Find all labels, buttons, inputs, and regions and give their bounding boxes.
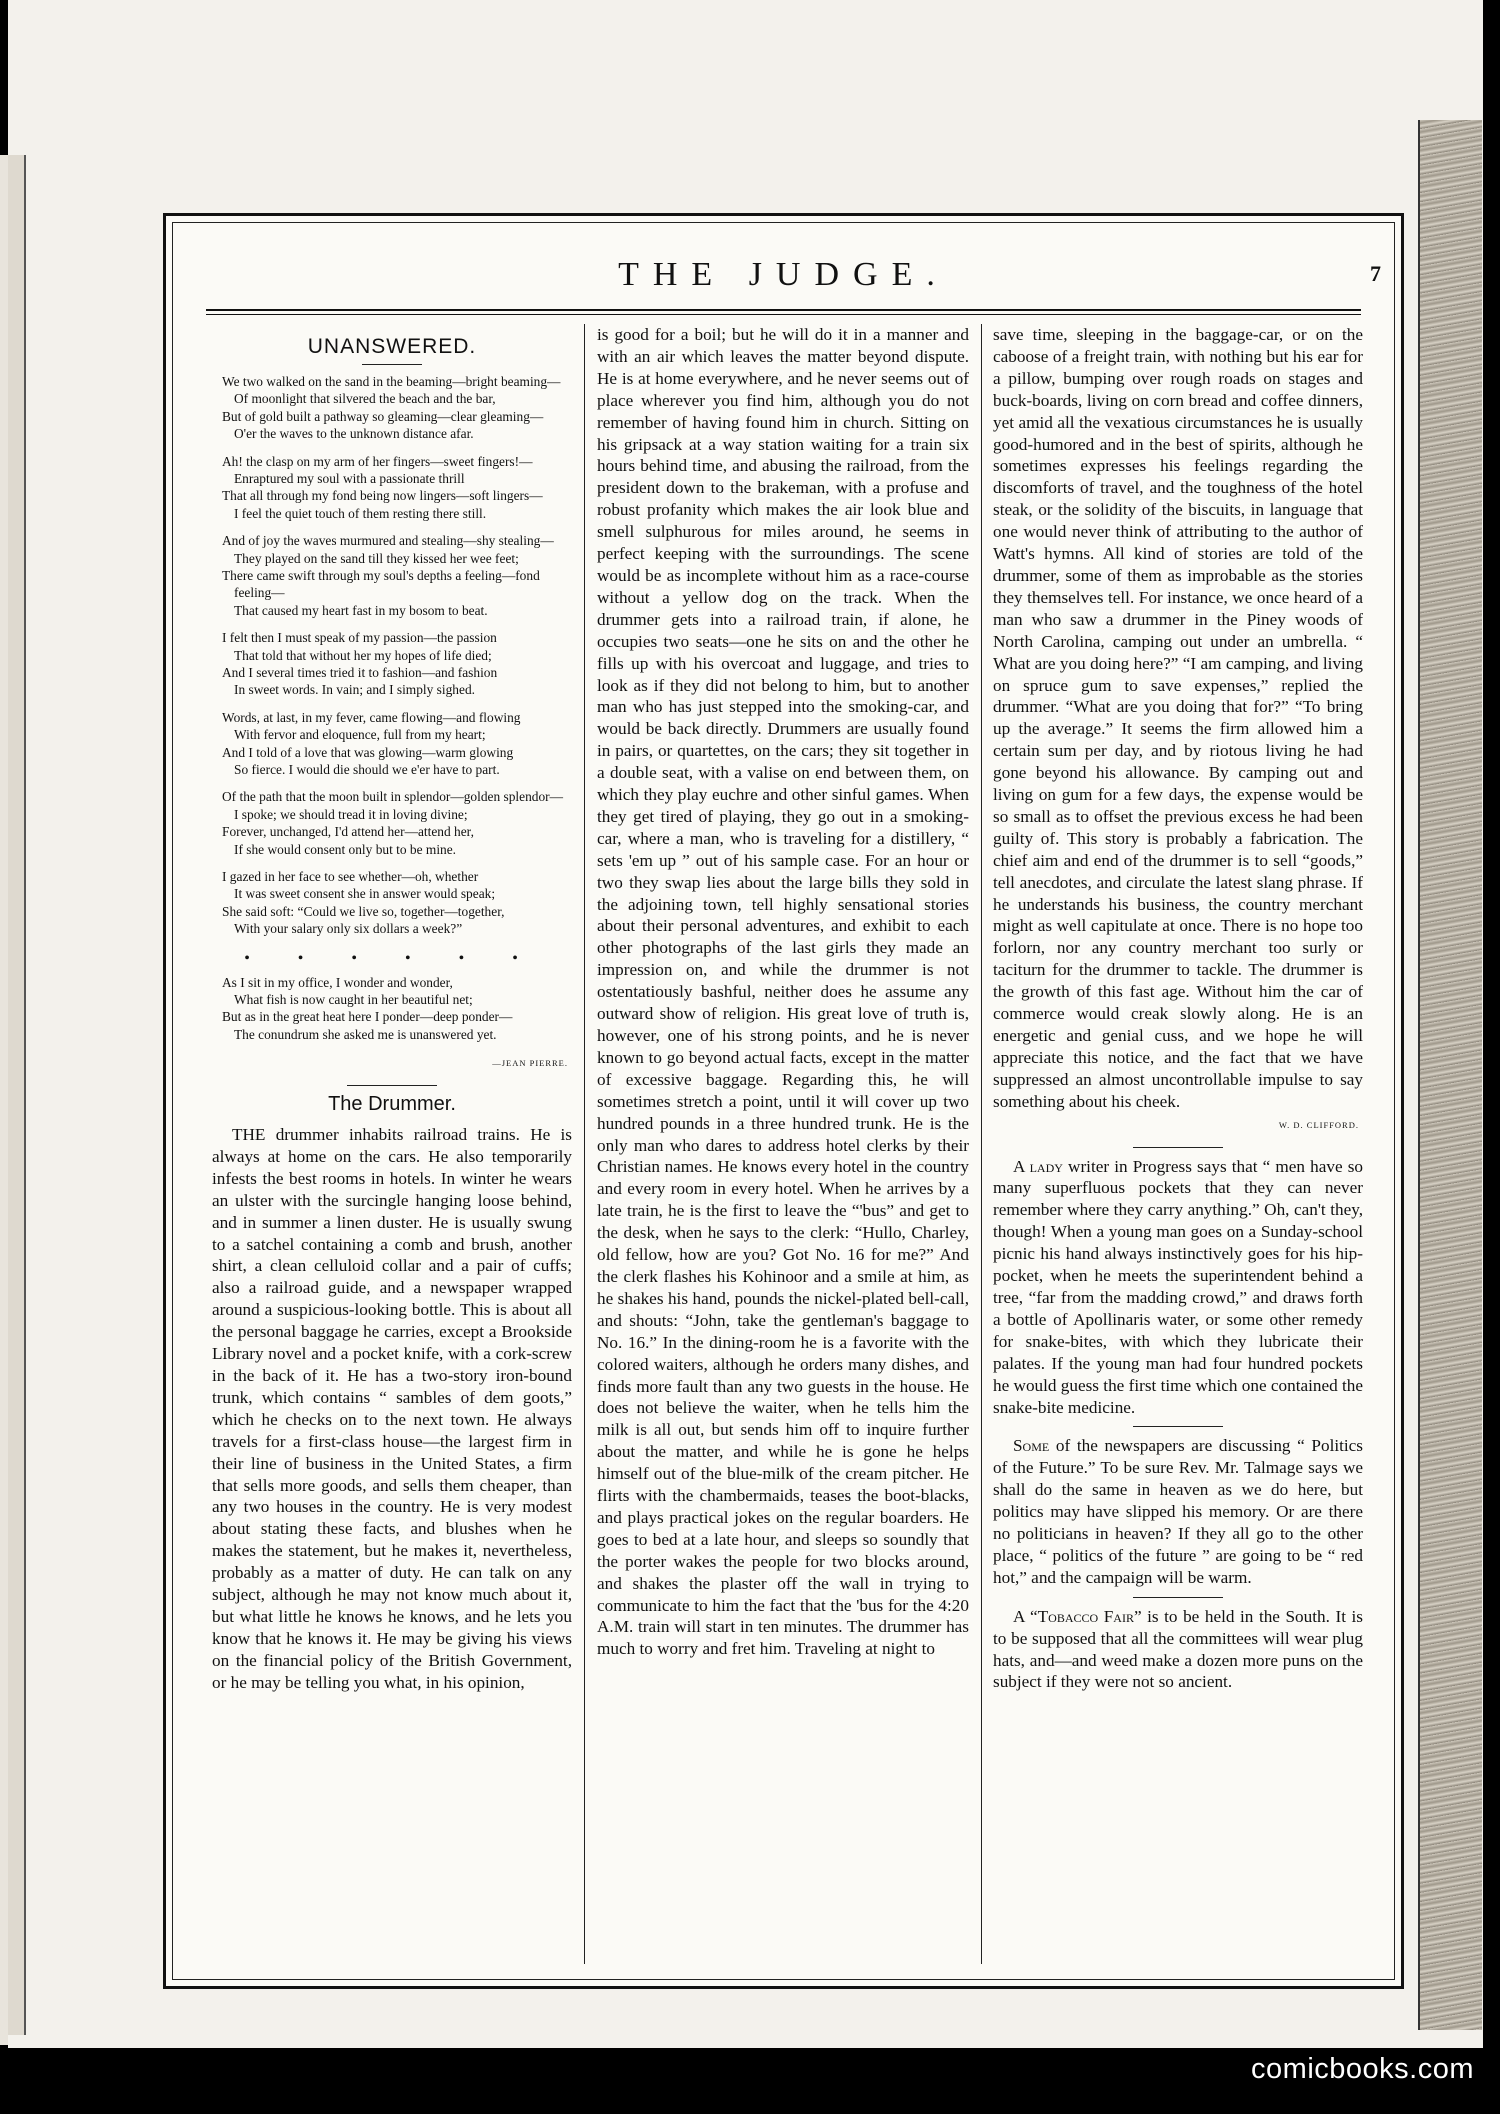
poem-line: But as in the great heat here I ponder—deep ponder— (222, 1009, 513, 1025)
page-edge-stack (1418, 120, 1482, 2030)
article-signature: W. D. CLIFFORD. (1278, 1119, 1359, 1130)
section-rule (347, 1085, 437, 1086)
poem-line: As I sit in my office, I wonder and wonder, (222, 974, 453, 990)
masthead (166, 256, 1401, 306)
column-2 (597, 324, 969, 1964)
poem-stanza (212, 373, 572, 443)
masthead-rule-thin (206, 314, 1361, 315)
stanza-break-dots: • • • • • • (244, 949, 540, 967)
poem-line: I spoke; we should tread it in loving divine; (234, 806, 468, 822)
binding-gutter (8, 155, 26, 2035)
section-rule (1133, 1147, 1223, 1148)
poem-signature: —JEAN PIERRE. (492, 1058, 568, 1069)
final-stanza (212, 974, 572, 1044)
masthead-rule (206, 309, 1361, 311)
column-1 (212, 324, 572, 1964)
section-rule (1133, 1597, 1223, 1598)
poem-line: But of gold built a pathway so gleaming—clear gleaming— (222, 408, 544, 424)
news-item (993, 1606, 1363, 1694)
site-watermark: comicbooks.com (1251, 2053, 1474, 2085)
poem-stanza (212, 709, 572, 779)
article-title: The Drummer. (328, 1093, 456, 1116)
column-3 (993, 324, 1363, 1964)
poem-stanza (212, 788, 572, 858)
news-item-lead: Some (1013, 1436, 1050, 1456)
poem-line: There came swift through my soul's depths a feeling—fond feeling— (222, 567, 540, 601)
poem-line: With your salary only six dollars a week?” (234, 921, 463, 937)
news-item-lead: A lady (1013, 1156, 1063, 1176)
news-item-text: writer in Progress says that “ men have so many superfluous pockets that they can never remember where they carry anything.” Oh, can't they, though! When a young man goes on a Sunday-school picnic his hand always instinctively goes for his hip-pocket, when he meets the superintendent behind a tree, “far from the madding crowd,” and draws forth a bottle of Apollinaris water, or some other remedy for snake-bites, with which they lubricate their palates. If the young man had four hundred pockets he would guess the first time which one contained the snake-bite medicine. (993, 1156, 1363, 1417)
poem-line: And I told of a love that was glowing—warm glowing (222, 744, 514, 760)
news-item (993, 1156, 1363, 1419)
article-paragraph: THE drummer inhabits railroad trains. He is always at home on the cars. He also temporarily infests the best rooms in hotels. In winter he wears an ulster with the surcingle hanging loose behind, and in summer a linen duster. He is usually swung to a satchel containing a comb and brush, another shirt, a clean celluloid collar and a pair of cuffs; also a railroad guide, and a newspaper wrapped around a suspicious-looking bottle. This is about all the personal baggage he carries, except a Brookside Library novel and a pocket knife, with a cork-screw in the back of it. He has a two-story iron-bound trunk, which contains “ sambles of dem goots,” which he checks on to the next town. He always travels for a first-class house—the largest firm in their line of business in the United States, a firm that sells more goods, and sells them cheaper, than any two houses in the country. He is very modest about stating these facts, and blushes when he makes the statement, but he makes it, nevertheless, probably as a matter of duty. He can talk on any subject, although he may not know much about it, but what little he knows he knows, and he lets you know that he knows it. He may be giving his views on the financial policy of the British Government, or he may be telling you what, in his opinion, (212, 1125, 572, 1692)
poem-line: They played on the sand till they kissed her wee feet; (234, 550, 519, 566)
column-divider (584, 324, 585, 1964)
poem-line: In sweet words. In vain; and I simply sighed. (234, 682, 475, 698)
poem-line: And of joy the waves murmured and stealing—shy stealing— (222, 533, 554, 549)
news-item (993, 1435, 1363, 1588)
poem-line: So fierce. I would die should we e'er have to part. (234, 762, 500, 778)
poem-line: If she would consent only but to be mine. (234, 841, 457, 857)
poem-line: O'er the waves to the unknown distance afar. (234, 426, 474, 442)
poem-stanzas (212, 373, 572, 938)
poem-line: What fish is now caught in her beautiful net; (234, 992, 473, 1007)
column-divider (981, 324, 982, 1964)
poem-line: Of moonlight that silvered the beach and the bar, (234, 391, 496, 407)
poem-line: That told that without her my hopes of life died; (234, 647, 492, 663)
poem-line: I gazed in her face to see whether—oh, whether (222, 869, 479, 885)
poem-title: UNANSWERED. (307, 335, 477, 358)
poem-line: I feel the quiet touch of them resting there still. (234, 505, 487, 521)
poem-line: She said soft: “Could we live so, together—together, (222, 903, 505, 919)
title-rule (362, 364, 422, 365)
poem-line: I felt then I must speak of my passion—the passion (222, 630, 497, 646)
poem-line: That all through my fond being now lingers—soft lingers— (222, 488, 543, 504)
poem-stanza (212, 868, 572, 938)
poem-line: Ah! the clasp on my arm of her fingers—sweet fingers!— (222, 453, 533, 469)
poem-line: Words, at last, in my fever, came flowing—and flowing (222, 709, 521, 725)
section-rule (1133, 1426, 1223, 1427)
poem-stanza (212, 532, 572, 619)
news-item-lead: A “Tobacco Fair” (1013, 1606, 1142, 1626)
poem-line: Forever, unchanged, I'd attend her—attend her, (222, 824, 474, 840)
poem-line: That caused my heart fast in my bosom to beat. (234, 602, 488, 618)
masthead-title: THE JUDGE. (618, 256, 949, 293)
poem-line: It was sweet consent she in answer would speak; (234, 886, 496, 902)
news-item-text: is to be held in the South. It is to be supposed that all the committees will wear plug hats, and—and weed make a dozen more puns on the subject if they were not so ancient. (993, 1606, 1363, 1692)
news-item-text: of the newspapers are discussing “ Politics of the Future.” To be sure Rev. Mr. Talmage says we shall do the same in heaven as we do here, but politics may have slipped his memory. Or are there no politicians in heaven? If they all go to the other place, “ politics of the future ” are going to be “ red hot,” and the campaign will be warm. (993, 1436, 1363, 1587)
poem-line: And I several times tried it to fashion—and fashion (222, 665, 498, 680)
poem-line: Of the path that the moon built in splendor—golden splendor— (222, 789, 564, 805)
page-number: 7 (1370, 261, 1381, 286)
newspaper-page (163, 213, 1404, 1989)
article-paragraph-continued: is good for a boil; but he will do it in a manner and with an air which leaves the matter beyond dispute. He is at home everywhere, and he never seems out of place wherever you find him, although you do not remember of having found him in church. Sitting on his gripsack at a way station waiting for a train six hours behind time, and abusing the railroad, from the president down to the brakeman, with a profuse and robust profanity which makes the air look blue and smell sulphurous for miles around, he seems in perfect keeping with the surroundings. The scene would be as incomplete without him as a race-course without a yellow dog on the track. When the drummer gets into a railroad train, if alone, he occupies two seats—one he sits on and the other he fills up with his overcoat and luggage, and tries to look as if they did not belong to him, but to another man who has just stepped into the smoking-car, and would be back directly. Drummers are usually found in pairs, or quartettes, on the cars; they sit together in a double seat, with a valise on end between them, on which they play euchre and other sinful games. When they get tired of playing, they go out in a smoking-car, where a man, who is traveling for a distillery, “ sets 'em up ” out of his sample case. For an hour or two they swap lies about the large bills they sold in the adjoining town, tell highly sensational stories about their personal adventures, and exhibit to each other photographs of the last girls they made an impression on, and while the drummer is not ostentatiously bashful, neither does he assume any outward show of religion. His great love of truth is, however, one of his strong points, and he is never known to go beyond actual facts, except in the matter of excessive baggage. Regarding this, he will sometimes stretch a point, until it will cover up two hundred pounds in a three hundred trunk. He is the only man who dares to address hotel clerks by their Christian names. He knows every hotel in the country and every room in every hotel. When he arrives by a late train, he is the first to leave the “'bus” and get to the desk, when he says to the clerk: “Hullo, Charley, old fellow, how are you? Got No. 16 for me?” And the clerk flashes his Kohinoor and a smile at him, as he shakes his hand, pounds the nickel-plated bell-call, and shouts: “John, take the gentleman's baggage to No. 16.” In the dining-room he is a favorite with the colored waiters, although he orders many dishes, and finds more fault than any two guests in the house. He does not believe the waiter, when he tells him the milk is all out, but sends him off to inquire further about the matter, and while he is gone he helps himself out of the blue-milk of the cream pitcher. He flirts with the chambermaids, teases the boot-blacks, and plays practical jokes on the regular boarders. He goes to bed at a late hour, and sleeps so soundly that the porter wakes the people for two blocks around, and shakes the plaster off the wall in trying to communicate to him the fact that the 'bus for the 4:20 A.M. train will start in ten minutes. The drummer has much to worry and fret him. Traveling at night to (597, 325, 969, 1659)
poem-line: Enraptured my soul with a passionate thrill (234, 470, 465, 486)
poem-line: The conundrum she asked me is unanswered yet. (234, 1026, 497, 1042)
poem-line: With fervor and eloquence, full from my heart; (234, 727, 486, 743)
poem-stanza (212, 629, 572, 699)
poem-line: We two walked on the sand in the beaming—bright beaming— (222, 373, 561, 389)
article-paragraph-continued: save time, sleeping in the baggage-car, or on the caboose of a freight train, with nothing but his ear for a pillow, bumping over rough roads on stages and buck-boards, living on corn bread and coffee dinners, yet amid all the vexatious circumstances he is usually good-humored and in the best of spirits, although he sometimes expresses his feelings regarding the discomforts of travel, and the toughness of the hotel steak, or the solidity of the biscuits, in language that one would never think of attributing to the author of Watt's hymns. All kind of stories are told of the drummer, some of them as improbable as the stories they themselves tell. For instance, we once heard of a man who saw a drummer in the Piney woods of North Carolina, camping out under an umbrella. “ What are you doing here?” “I am camping, and living on spruce gum to save expenses,” replied the drummer. “What are you doing that for?” “To bring up the average.” It seems the firm allowed him a certain sum per day, and by riotous living he had gone beyond his allowance. By camping out and living on gum for a few days, the expense would be so small as to offset the previous excess he had been guilty of. This story is probably a fabrication. The chief aim and end of the drummer is to sell “goods,” tell anecdotes, and circulate the latest slang phrase. If he understands his business, the country merchant might as well capitulate at once. There is no hope too forlorn, nor any country merchant too surly or taciturn for the drummer to tackle. The drummer is the growth of this fast age. Without him the car of commerce would creak slowly along. He is an energetic and genial cuss, and we hope he will appreciate this notice, and the fact that we have suppressed an almost uncontrollable impulse to say something about his cheek. (993, 325, 1363, 1111)
poem-stanza (212, 453, 572, 523)
